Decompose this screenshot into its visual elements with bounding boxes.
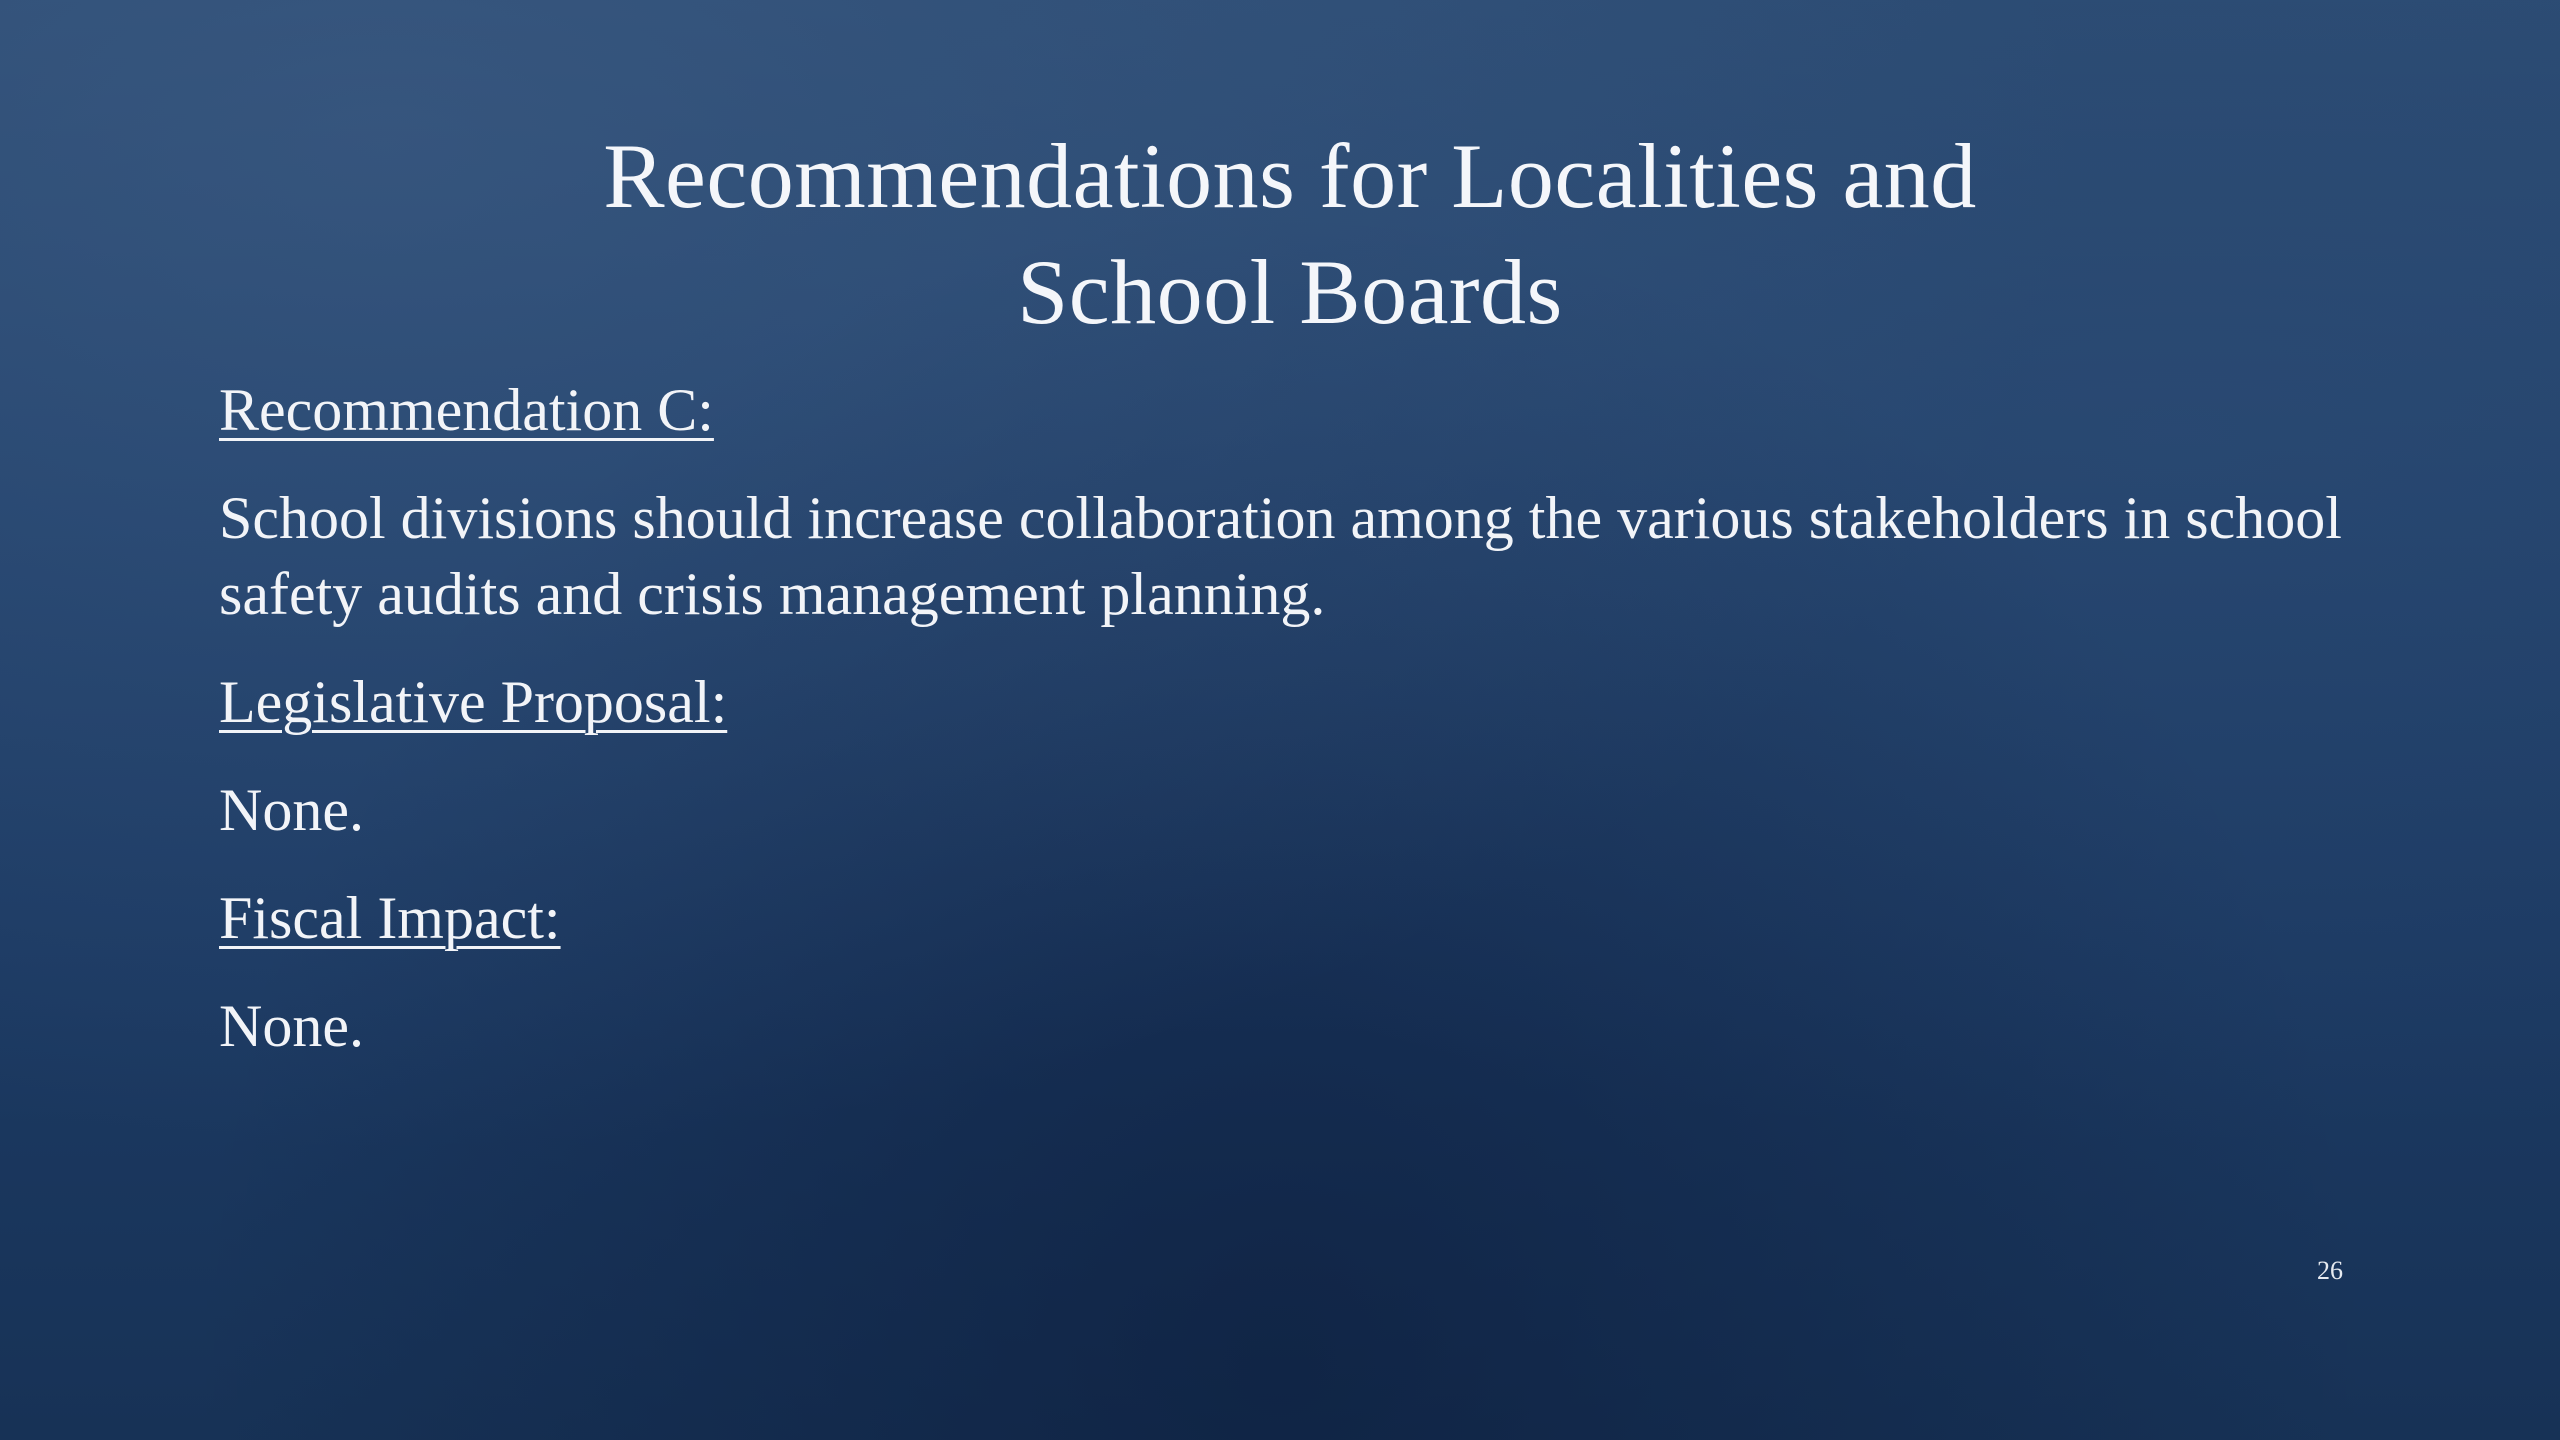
legislative-proposal-heading: Legislative Proposal: (219, 669, 728, 735)
slide-body (219, 372, 2399, 1096)
page-number: 26 (2317, 1256, 2343, 1285)
legislative-proposal-text: None. (219, 777, 364, 843)
slide-title-line-1: Recommendations for Localities and (603, 125, 1977, 227)
slide-title-line-2: School Boards (1017, 241, 1563, 343)
recommendation-heading: Recommendation C: (219, 377, 714, 443)
fiscal-impact-heading: Fiscal Impact: (219, 885, 561, 951)
fiscal-impact-text: None. (219, 993, 364, 1059)
slide-title (340, 118, 2240, 350)
recommendation-text: School divisions should increase collaboration among the various stakeholders in school safety audits and crisis management planning. (219, 485, 2342, 627)
